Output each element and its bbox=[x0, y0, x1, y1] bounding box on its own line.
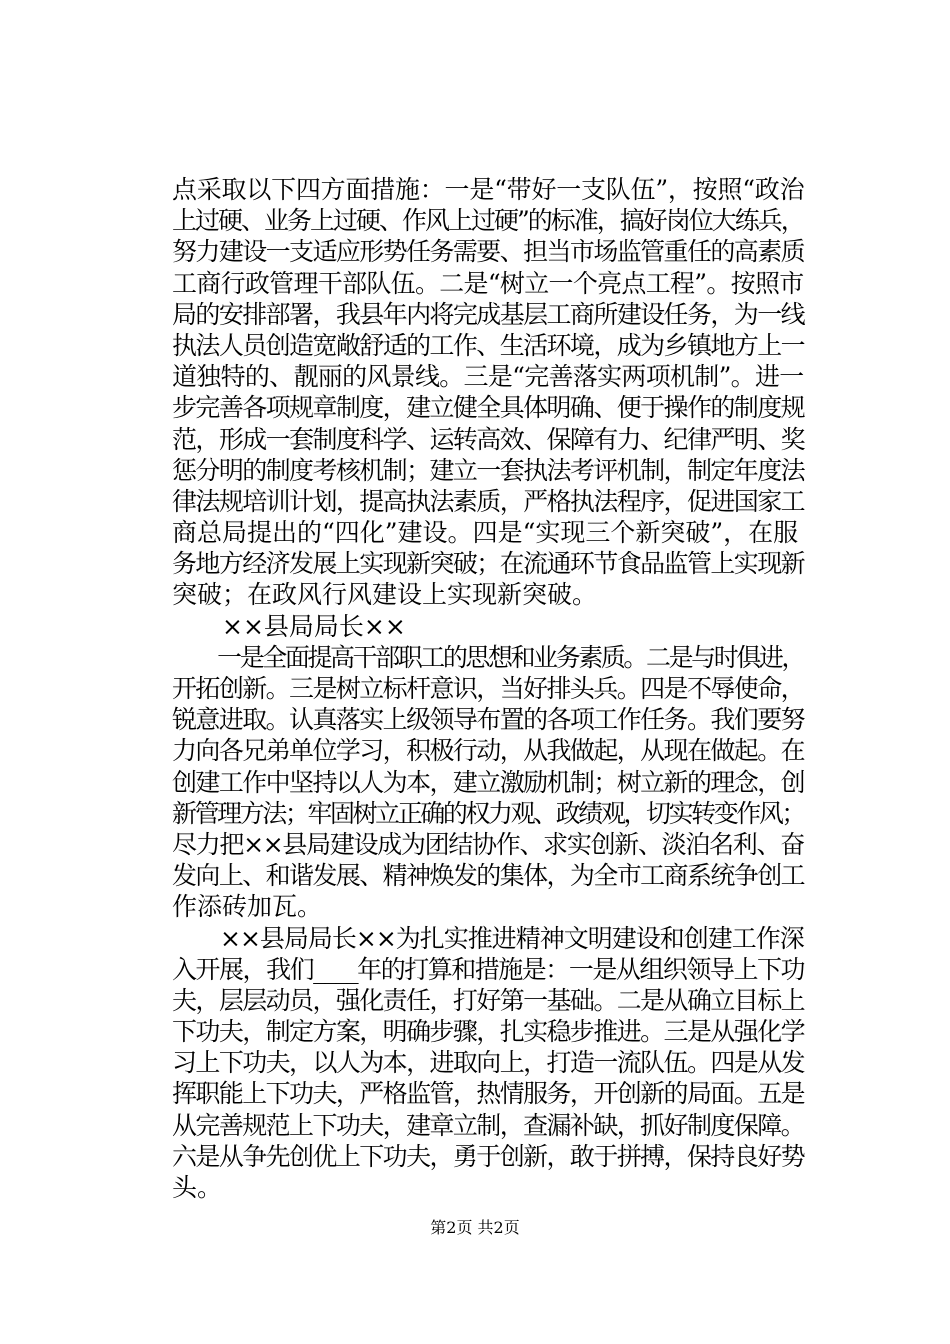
text-line: 习上下功夫，以人为本，进取向上，打造一流队伍。四是从发 bbox=[172, 1048, 805, 1078]
text-line: 步完善各项规章制度，建立健全具体明确、便于操作的制度规 bbox=[172, 393, 805, 423]
page-footer: 第2页 共2页 bbox=[430, 1218, 520, 1237]
text-line: 挥职能上下功夫，严格监管，热情服务，开创新的局面。五是 bbox=[172, 1079, 805, 1109]
text-line: 上过硬、业务上过硬、作风上过硬”的标准，搞好岗位大练兵， bbox=[172, 206, 804, 236]
text-line: 律法规培训计划，提高执法素质，严格执法程序，促进国家工 bbox=[172, 486, 805, 516]
text-line: ××县局局长×× bbox=[172, 611, 406, 641]
text-line: 范，形成一套制度科学、运转高效、保障有力、纪律严明、奖 bbox=[172, 424, 805, 454]
text-line: 务地方经济发展上实现新突破；在流通环节食品监管上实现新 bbox=[172, 549, 805, 579]
text-line: 入开展，我们____年的打算和措施是：一是从组织领导上下功 bbox=[172, 954, 805, 984]
text-line: 作添砖加瓦。 bbox=[172, 892, 323, 922]
text-line: 头。 bbox=[172, 1173, 223, 1202]
text-line: 从完善规范上下功夫，建章立制，查漏补缺，抓好制度保障。 bbox=[172, 1110, 805, 1140]
text-line: 六是从争先创优上下功夫，勇于创新，敢于拼搏，保持良好势 bbox=[172, 1141, 805, 1171]
text-line: 力向各兄弟单位学习，积极行动，从我做起，从现在做起。在 bbox=[172, 736, 805, 766]
text-line: 新管理方法；牢固树立正确的权力观、政绩观，切实转变作风； bbox=[172, 798, 805, 828]
text-line: 锐意进取。认真落实上级领导布置的各项工作任务。我们要努 bbox=[172, 705, 805, 735]
text-line: 点采取以下四方面措施：一是“带好一支队伍”，按照“政治 bbox=[172, 175, 805, 204]
text-line: 执法人员创造宽敞舒适的工作、生活环境，成为乡镇地方上一 bbox=[172, 330, 805, 360]
text-line: 下功夫，制定方案，明确步骤，扎实稳步推进。三是从强化学 bbox=[172, 1017, 805, 1047]
text-line: 夫，层层动员，强化责任，打好第一基础。二是从确立目标上 bbox=[172, 985, 805, 1015]
text-line: 工商行政管理干部队伍。二是“树立一个亮点工程”。按照市 bbox=[172, 268, 804, 298]
text-line: 道独特的、靓丽的风景线。三是“完善落实两项机制”。进一 bbox=[172, 362, 804, 392]
text-line: 尽力把××县局建设成为团结协作、求实创新、淡泊名利、奋 bbox=[172, 829, 804, 859]
text-line: ××县局局长××为扎实推进精神文明建设和创建工作深 bbox=[172, 923, 804, 953]
text-line: 努力建设一支适应形势任务需要、担当市场监管重任的高素质 bbox=[172, 237, 805, 267]
text-line: 发向上、和谐发展、精神焕发的集体，为全市工商系统争创工 bbox=[172, 861, 805, 891]
text-line: 惩分明的制度考核机制；建立一套执法考评机制，制定年度法 bbox=[172, 455, 805, 485]
text-line: 商总局提出的“四化”建设。四是“实现三个新突破”，在服 bbox=[172, 518, 799, 548]
text-line: 突破；在政风行风建设上实现新突破。 bbox=[172, 580, 598, 610]
body-text bbox=[172, 174, 804, 1203]
text-line: 开拓创新。三是树立标杆意识，当好排头兵。四是不辱使命， bbox=[172, 674, 805, 703]
text-line: 一是全面提高干部职工的思想和业务素质。二是与时俱进， bbox=[172, 642, 805, 672]
text-line: 创建工作中坚持以人为本，建立激励机制；树立新的理念，创 bbox=[172, 767, 805, 797]
text-line: 局的安排部署，我县年内将完成基层工商所建设任务，为一线 bbox=[172, 299, 805, 329]
